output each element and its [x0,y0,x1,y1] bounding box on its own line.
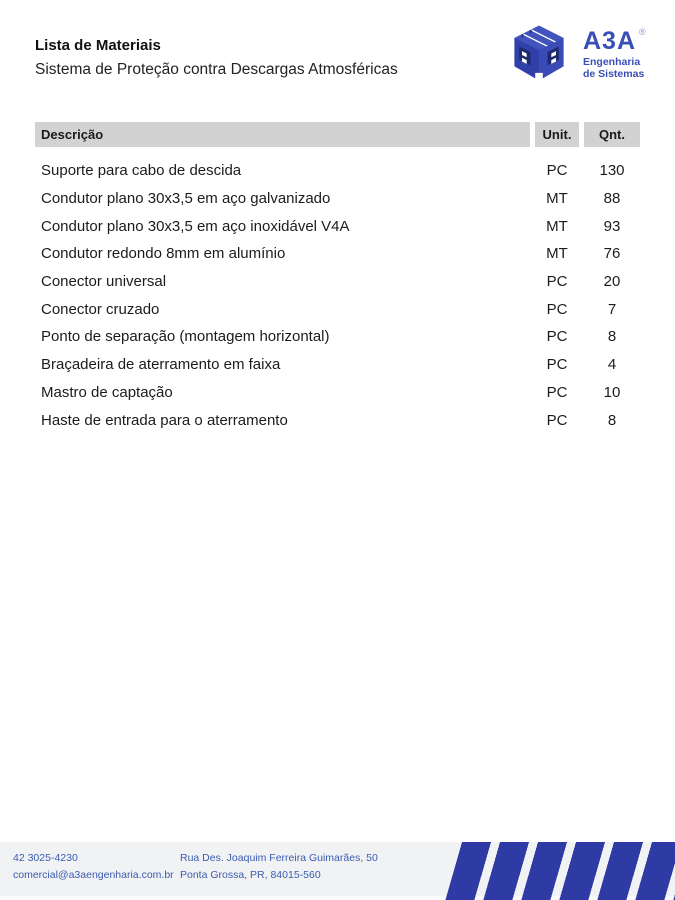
cell-quantity: 130 [599,162,625,180]
table-row [35,157,640,185]
cell-unit: PC [546,411,568,429]
logo-tagline-line2: de Sistemas [583,67,645,80]
cell-unit: MT [546,217,568,235]
cell-description: Conector universal [41,273,167,291]
page-title: Lista de Materiais [35,37,161,54]
cell-quantity: 88 [603,190,621,208]
cell-description: Mastro de captação [41,383,173,401]
column-header-unit: Unit. [535,122,579,147]
cell-quantity: 20 [603,273,621,291]
cell-quantity: 4 [607,356,617,374]
logo-wordmark [583,20,646,80]
table-row [35,212,640,240]
cell-unit: PC [546,356,568,374]
cell-description: Condutor redondo 8mm em alumínio [41,245,286,263]
column-header-descricao: Descrição [35,122,530,147]
page-subtitle: Sistema de Proteção contra Descargas Atmosféricas [35,61,398,78]
logo-brand-text: A3A [583,27,637,55]
table-row [35,295,640,323]
logo-tagline-line1: Engenharia [583,56,641,68]
cell-description: Conector cruzado [41,300,160,318]
registered-trademark-icon: ® [639,27,646,37]
cell-unit: MT [546,245,568,263]
footer-contact-block [13,850,174,884]
footer-address-line2: Ponta Grossa, PR, 84015-560 [180,869,321,881]
cell-description: Condutor plano 30x3,5 em aço inoxidável V4A [41,217,350,235]
footer-address-line1: Rua Des. Joaquim Ferreira Guimarães, 50 [180,852,378,864]
table-header-row [35,122,640,147]
cell-quantity: 7 [607,300,617,318]
footer-phone: 42 3025-4230 [13,852,78,864]
cell-unit: PC [546,328,568,346]
footer-diagonal-stripes [445,842,675,900]
cell-unit: PC [546,162,568,180]
cell-description: Braçadeira de aterramento em faixa [41,356,281,374]
logo-cube-icon [508,20,570,88]
table-row [35,185,640,213]
table-row [35,406,640,434]
company-logo [508,20,646,88]
cell-description: Ponto de separação (montagem horizontal) [41,328,330,346]
cell-unit: PC [546,383,568,401]
footer-email: comercial@a3aengenharia.com.br [13,869,174,881]
cell-unit: MT [546,190,568,208]
table-row [35,240,640,268]
table-row [35,351,640,379]
cell-quantity: 8 [607,411,617,429]
footer-address-block [180,850,378,884]
cell-description: Haste de entrada para o aterramento [41,411,288,429]
cell-description: Suporte para cabo de descida [41,162,242,180]
table-row [35,379,640,407]
cell-quantity: 8 [607,328,617,346]
materials-table-body [35,157,640,434]
column-header-qnt: Qnt. [584,122,640,147]
table-row [35,268,640,296]
cell-unit: PC [546,300,568,318]
cell-unit: PC [546,273,568,291]
cell-quantity: 76 [603,245,621,263]
cell-quantity: 93 [603,217,621,235]
table-row [35,323,640,351]
cell-quantity: 10 [603,383,621,401]
footer [0,842,675,900]
cell-description: Condutor plano 30x3,5 em aço galvanizado [41,190,331,208]
